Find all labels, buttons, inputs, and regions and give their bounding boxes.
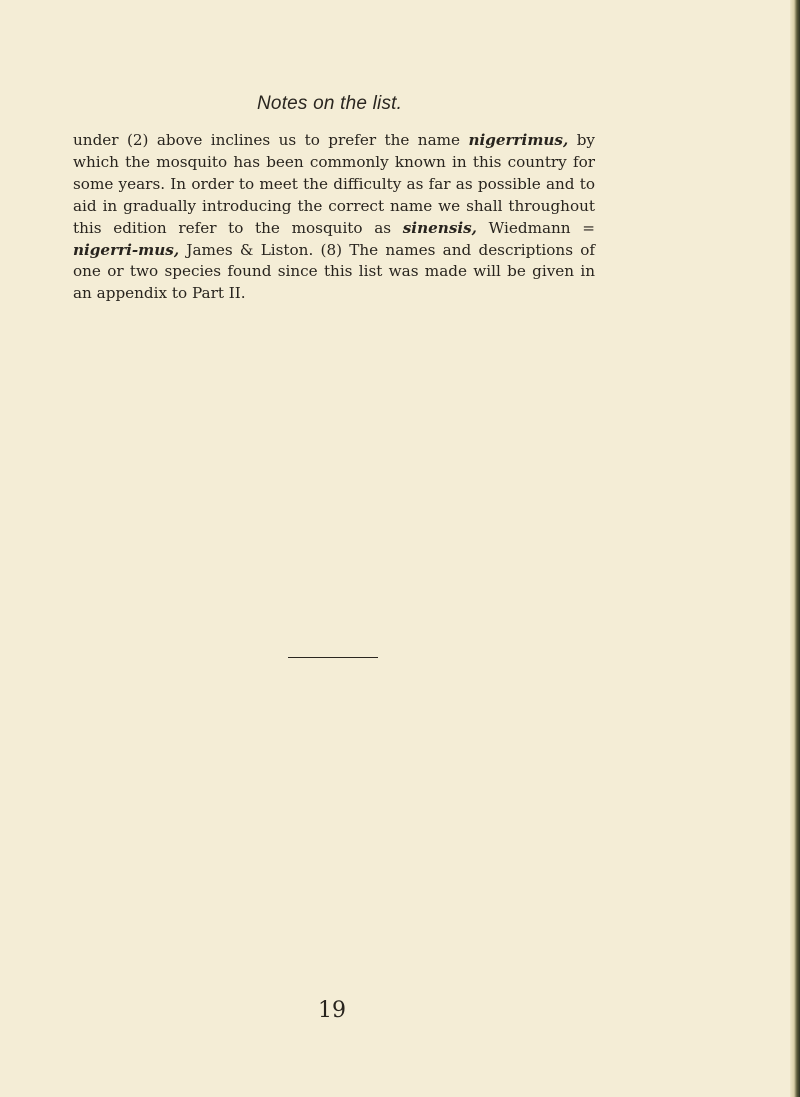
species-name: sinensis, xyxy=(402,218,477,237)
section-divider-rule xyxy=(288,657,378,658)
text-segment: by which the mosquito has been commonly known in this country for some years. In order to meet the difficulty as far as possible and to aid in gradually introducing the correct name we shall throughout this edition refer to the mosquito as xyxy=(73,131,595,237)
page-edge-shadow xyxy=(790,0,800,1097)
species-name: nigerrimus, xyxy=(468,131,569,149)
text-segment: James & Liston. (8) The names and descriptions of one or two species found since this list was made will be given in an appendix to Part II. xyxy=(73,240,595,303)
running-head: Notes on the list. xyxy=(257,93,403,114)
body-paragraph xyxy=(73,130,595,305)
species-name: nigerri-mus, xyxy=(73,240,180,259)
text-segment: under (2) above inclines us to prefer the name xyxy=(73,131,469,149)
text-segment: Wiedmann = xyxy=(476,218,595,237)
page-number: 19 xyxy=(318,998,346,1023)
